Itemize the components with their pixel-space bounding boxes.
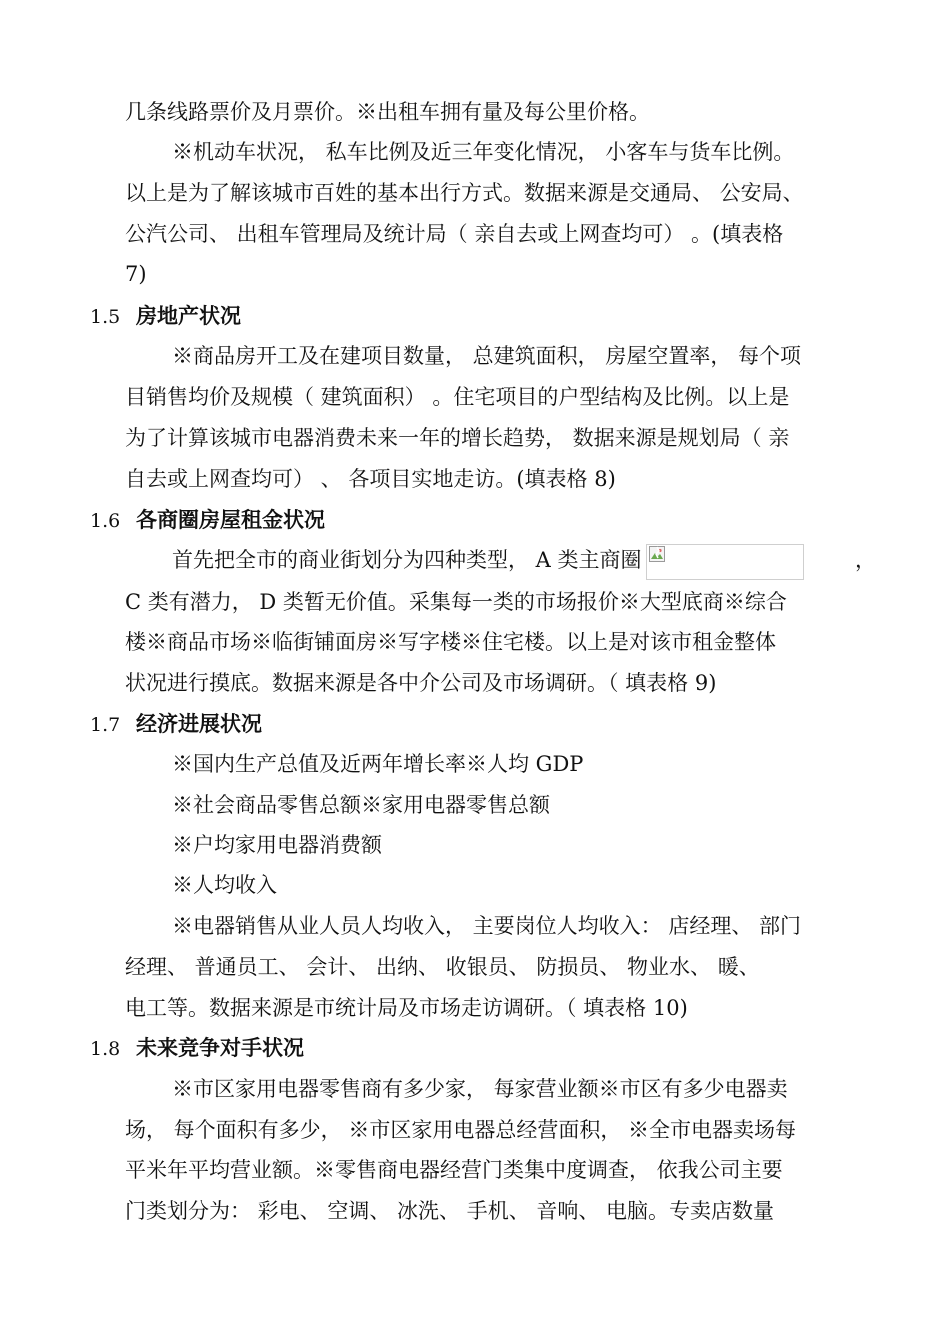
section-title: 各商圈房屋租金状况 (136, 507, 325, 532)
section-heading-1-6 (90, 500, 870, 540)
inline-image-placeholder (646, 544, 804, 580)
broken-image-icon (649, 546, 665, 562)
paragraph-line: 经理、 普通员工、 会计、 出纳、 收银员、 防损员、 物业水、 暖、 (125, 955, 760, 979)
section-number: 1.5 (90, 306, 121, 328)
paragraph-line: 状况进行摸底。数据来源是各中介公司及市场调研。（ 填表格 9) (125, 671, 717, 695)
section-heading-1-7 (90, 704, 870, 744)
section-title: 经济进展状况 (136, 711, 262, 736)
paragraph-line: ※国内生产总值及近两年增长率※人均 GDP (172, 752, 584, 776)
paragraph-line: 楼※商品市场※临街铺面房※写字楼※住宅楼。以上是对该市租金整体 (125, 630, 776, 654)
section-number: 1.7 (90, 714, 121, 736)
paragraph-line-with-image (172, 540, 876, 584)
paragraph-line: ※商品房开工及在建项目数量， 总建筑面积， 房屋空置率， 每个项 (172, 344, 802, 368)
section-heading-1-8 (90, 1028, 870, 1068)
paragraph-line: 平米年平均营业额。※零售商电器经营门类集中度调查， 依我公司主要 (125, 1158, 783, 1182)
section-title: 房地产状况 (136, 303, 241, 328)
paragraph-line: C 类有潜力， D 类暂无价值。采集每一类的市场报价※大型底商※综合 (125, 590, 787, 614)
paragraph-line: ※户均家用电器消费额 (172, 833, 382, 857)
paragraph-line: 电工等。数据来源是市统计局及市场走访调研。（ 填表格 10) (125, 996, 688, 1020)
paragraph-line: 门类划分为： 彩电、 空调、 冰洗、 手机、 音响、 电脑。专卖店数量 (125, 1199, 775, 1223)
paragraph-line: 自去或上网查均可） 、 各项目实地走访。(填表格 8) (125, 467, 616, 491)
section-title: 未来竞争对手状况 (136, 1035, 304, 1060)
paragraph-line: ※电器销售从业人员人均收入， 主要岗位人均收入： 店经理、 部门 (172, 914, 802, 938)
paragraph-text: ， (855, 548, 876, 572)
paragraph-text: 首先把全市的商业街划分为四种类型， A 类主商圈 (172, 548, 642, 572)
section-heading-1-5 (90, 296, 870, 336)
paragraph-line: ※市区家用电器零售商有多少家， 每家营业额※市区有多少电器卖 (172, 1077, 788, 1101)
paragraph-line: 公汽公司、 出租车管理局及统计局（ 亲自去或上网查均可） 。(填表格 (125, 222, 784, 246)
paragraph-line: ※机动车状况， 私车比例及近三年变化情况， 小客车与货车比例。 (172, 140, 795, 164)
paragraph-line: 以上是为了解该城市百姓的基本出行方式。数据来源是交通局、 公安局、 (125, 181, 804, 205)
paragraph-line: 场， 每个面积有多少， ※市区家用电器总经营面积， ※全市电器卖场每 (125, 1118, 797, 1142)
paragraph-line: 目销售均价及规模（ 建筑面积） 。住宅项目的户型结构及比例。以上是 (125, 385, 790, 409)
paragraph-line: ※人均收入 (172, 873, 277, 897)
section-number: 1.8 (90, 1038, 121, 1060)
paragraph-line: 几条线路票价及月票价。※出租车拥有量及每公里价格。 (125, 100, 650, 124)
paragraph-line: ※社会商品零售总额※家用电器零售总额 (172, 793, 550, 817)
section-number: 1.6 (90, 510, 121, 532)
paragraph-line: 7) (125, 262, 147, 286)
paragraph-line: 为了计算该城市电器消费未来一年的增长趋势， 数据来源是规划局（ 亲 (125, 426, 790, 450)
